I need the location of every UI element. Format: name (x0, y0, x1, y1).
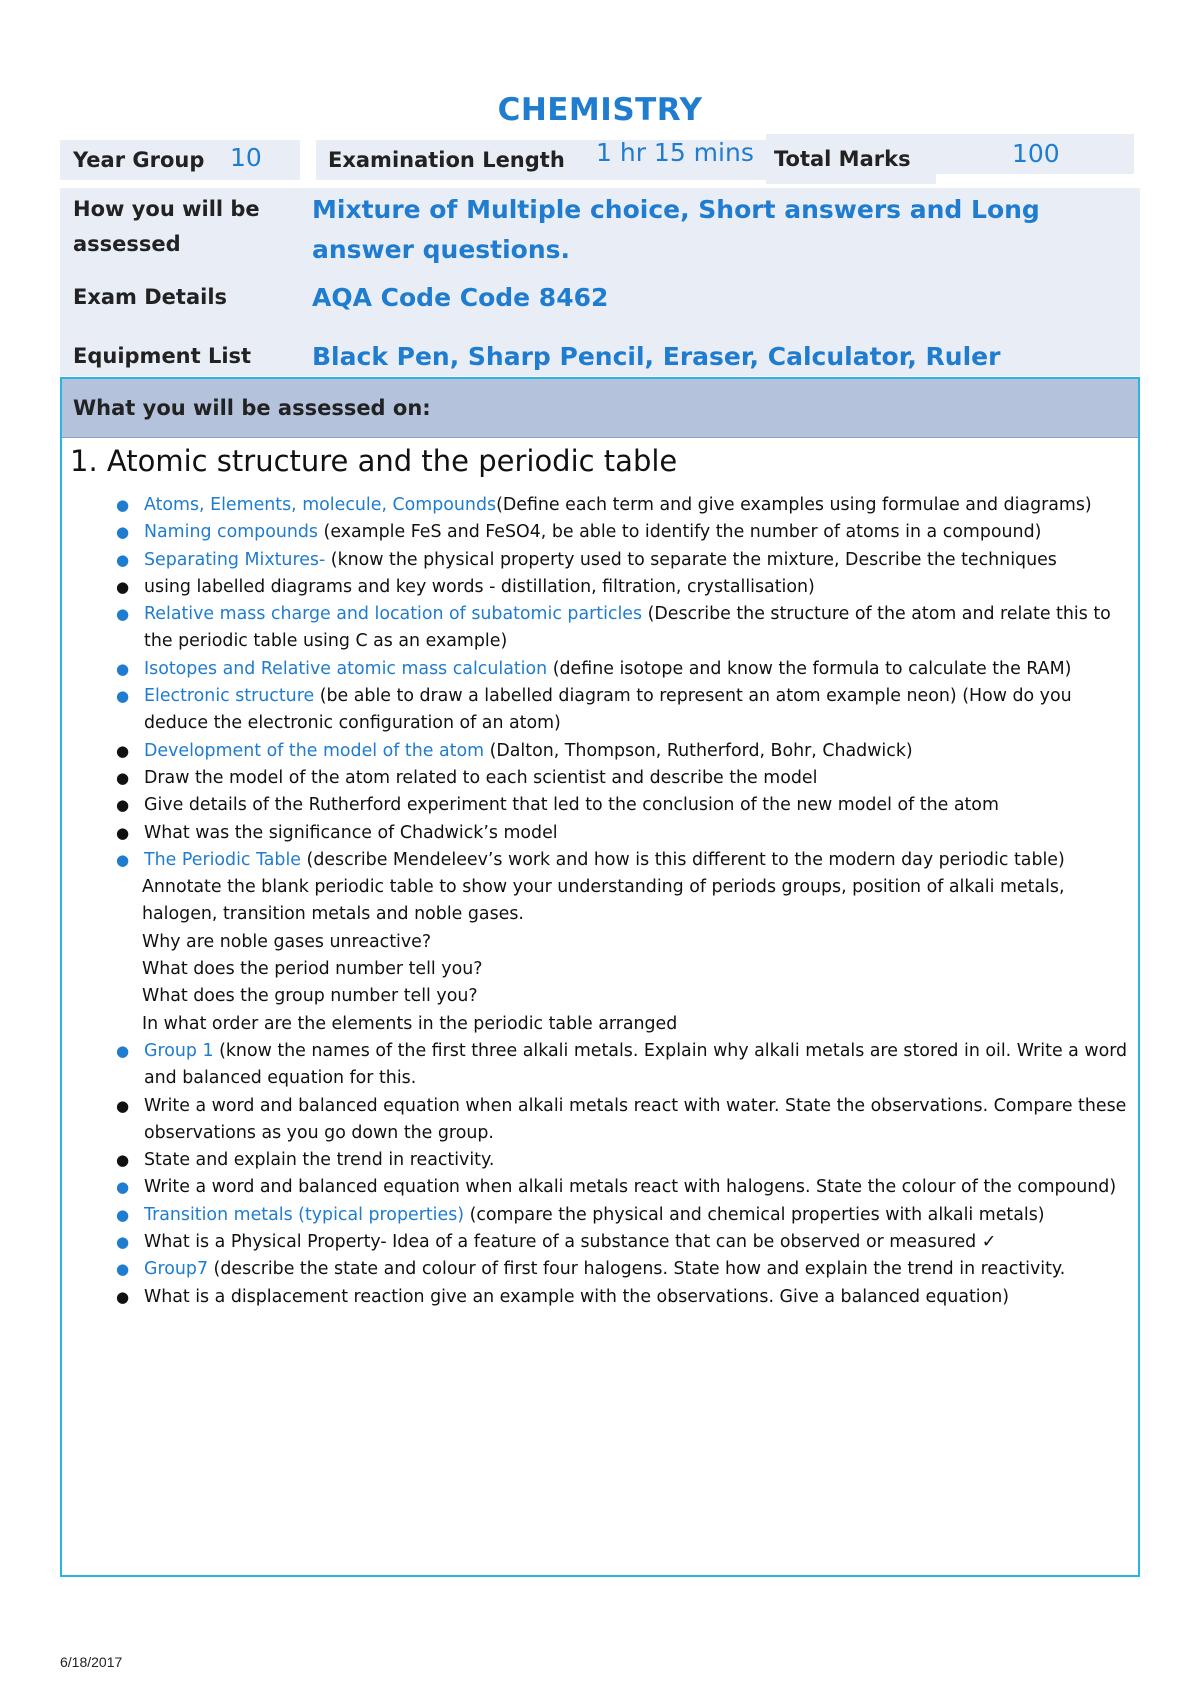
topic-text: (be able to draw a labelled diagram to represent an atom example neon) (How do you deduce the electronic configuration of an atom) (144, 686, 1072, 734)
topic-text: (define isotope and know the formula to calculate the RAM) (547, 658, 1072, 679)
equipment-label: Equipment List (73, 344, 252, 368)
exam-details-value: AQA Code Code 8462 (312, 283, 609, 312)
topic-text: What is a displacement reaction give an example with the observations. Give a balanced equation) (144, 1286, 1010, 1307)
exam-details-label: Exam Details (73, 285, 228, 309)
assessment-heading-bar (62, 379, 1138, 438)
topic-item (98, 1011, 1138, 1038)
topic-item (98, 847, 1138, 874)
exam-length-label: Examination Length (328, 148, 565, 172)
assessment-heading: What you will be assessed on: (73, 396, 431, 420)
topic-item (98, 1174, 1138, 1201)
document-title: CHEMISTRY (497, 92, 703, 128)
topic-lead: Group 1 (144, 1040, 214, 1061)
year-group-value: 10 (230, 143, 262, 172)
topic-text: (know the names of the first three alkali metals. Explain why alkali metals are stored in oil. Write a word and balanced equation for this. (144, 1040, 1128, 1089)
topic-lead: Electronic structure (144, 686, 315, 707)
total-marks-label: Total Marks (774, 147, 911, 171)
total-marks-cell (766, 134, 936, 184)
year-group-label: Year Group (73, 148, 205, 172)
equipment-value: Black Pen, Sharp Pencil, Eraser, Calculator, Ruler (312, 342, 1001, 371)
topic-item (98, 738, 1138, 765)
topic-item (98, 1147, 1138, 1174)
bullet-icon: ● (116, 1096, 130, 1115)
topic-item (98, 601, 1138, 656)
topic-item (98, 820, 1138, 847)
topic-text: (describe Mendeleev’s work and how is this different to the modern day periodic table) (301, 849, 1065, 870)
bullet-icon: ● (116, 496, 130, 514)
topic-item (98, 1093, 1138, 1148)
topic-text: (describe the state and colour of first four halogens. State how and explain the trend in reactivity. (208, 1259, 1066, 1280)
section-title: 1. Atomic structure and the periodic table (70, 444, 678, 478)
bullet-icon: ● (116, 605, 130, 624)
topic-text: What does the period number tell you? (142, 959, 483, 980)
total-marks-value: 100 (1012, 139, 1060, 168)
topic-text: (Dalton, Thompson, Rutherford, Bohr, Chadwick) (489, 740, 913, 761)
topic-item (98, 1038, 1138, 1093)
topic-item (98, 956, 1138, 983)
exam-length-value: 1 hr 15 mins (596, 138, 754, 167)
bullet-icon: ● (116, 1041, 130, 1060)
topic-text: Write a word and balanced equation when alkali metals react with halogens. State the colour of the compound) (144, 1177, 1117, 1198)
topic-text: Give details of the Rutherford experiment that led to the conclusion of the new model of the atom (144, 795, 999, 816)
topic-item (98, 983, 1138, 1010)
topic-item (98, 792, 1138, 819)
bullet-icon: ● (116, 1205, 130, 1224)
bullet-icon: ● (116, 659, 130, 678)
topic-text: What does the group number tell you? (142, 986, 478, 1007)
bullet-icon: ● (116, 850, 130, 869)
bullet-icon: ● (116, 523, 130, 542)
topic-text: In what order are the elements in the periodic table arranged (142, 1013, 678, 1034)
topic-lead: The Periodic Table (144, 849, 301, 870)
footer-date: 6/18/2017 (60, 1654, 123, 1670)
bullet-icon: ● (116, 1287, 130, 1306)
topic-item (98, 874, 1138, 929)
topic-text: (know the physical property used to separate the mixture, Describe the techniques (330, 549, 1057, 570)
topic-text: Write a word and balanced equation when alkali metals react with water. State the observations. Compare these observations as you go down the group. (144, 1095, 1127, 1143)
topic-item (98, 574, 1138, 601)
bullet-icon: ● (116, 1233, 130, 1252)
topic-lead: Isotopes and Relative atomic mass calculation (144, 658, 548, 679)
bullet-icon: ● (116, 796, 130, 815)
bullet-icon: ● (116, 550, 130, 569)
total-marks-value-cell (936, 134, 1134, 174)
topic-text: (Describe the structure of the atom and relate this to the periodic table using C as an example) (144, 604, 1111, 652)
year-group-cell (60, 140, 300, 180)
topic-text: State and explain the trend in reactivity. (144, 1150, 495, 1171)
topic-text: (compare the physical and chemical properties with alkali metals) (464, 1204, 1045, 1225)
topic-item (98, 765, 1138, 792)
topic-item (98, 1284, 1138, 1311)
bullet-icon: ● (116, 741, 130, 760)
topic-lead: Transition metals (typical properties) (144, 1204, 465, 1225)
topic-text: What was the significance of Chadwick’s model (144, 822, 558, 843)
topic-list (98, 492, 1138, 1311)
bullet-icon: ● (116, 687, 130, 706)
topic-text: (example FeS and FeSO4, be able to identify the number of atoms in a compound) (318, 522, 1042, 543)
bullet-icon: ● (116, 1178, 130, 1197)
assessed-value: Mixture of Multiple choice, Short answers and Long answer questions. (312, 195, 1040, 264)
topic-lead: Development of the model of the atom (144, 740, 490, 761)
bullet-icon: ● (116, 1260, 130, 1279)
topic-item (98, 1202, 1138, 1229)
topic-item (98, 1229, 1138, 1256)
topic-lead: Group7 (144, 1259, 209, 1280)
topic-item (98, 929, 1138, 956)
topic-item (98, 683, 1138, 738)
topic-item (98, 1256, 1138, 1283)
topic-item (98, 656, 1138, 683)
topic-text: (Define each term and give examples using formulae and diagrams) (496, 495, 1092, 515)
topic-text: Annotate the blank periodic table to show your understanding of periods groups, position of alkali metals, halogen, transition metals and noble gases. (142, 877, 1065, 925)
topic-lead: Separating Mixtures- (144, 549, 331, 570)
topic-lead: Atoms, Elements, molecule, Compounds (144, 495, 497, 515)
topic-item (98, 547, 1138, 574)
assessed-label: How you will be assessed (73, 197, 260, 256)
topic-lead: Relative mass charge and location of subatomic particles (144, 604, 643, 625)
topic-text: using labelled diagrams and key words - distillation, filtration, crystallisation) (144, 576, 815, 597)
bullet-icon: ● (116, 823, 130, 842)
bullet-icon: ● (116, 1151, 130, 1170)
bullet-icon: ● (116, 768, 130, 787)
topic-lead: Naming compounds (144, 522, 318, 543)
topic-item (98, 492, 1138, 519)
topic-text: What is a Physical Property- Idea of a feature of a substance that can be observed or measured ✓ (144, 1232, 997, 1253)
topic-item (98, 519, 1138, 546)
bullet-icon: ● (116, 577, 130, 596)
topic-text: Draw the model of the atom related to each scientist and describe the model (144, 767, 818, 788)
topic-text: Why are noble gases unreactive? (142, 931, 432, 952)
